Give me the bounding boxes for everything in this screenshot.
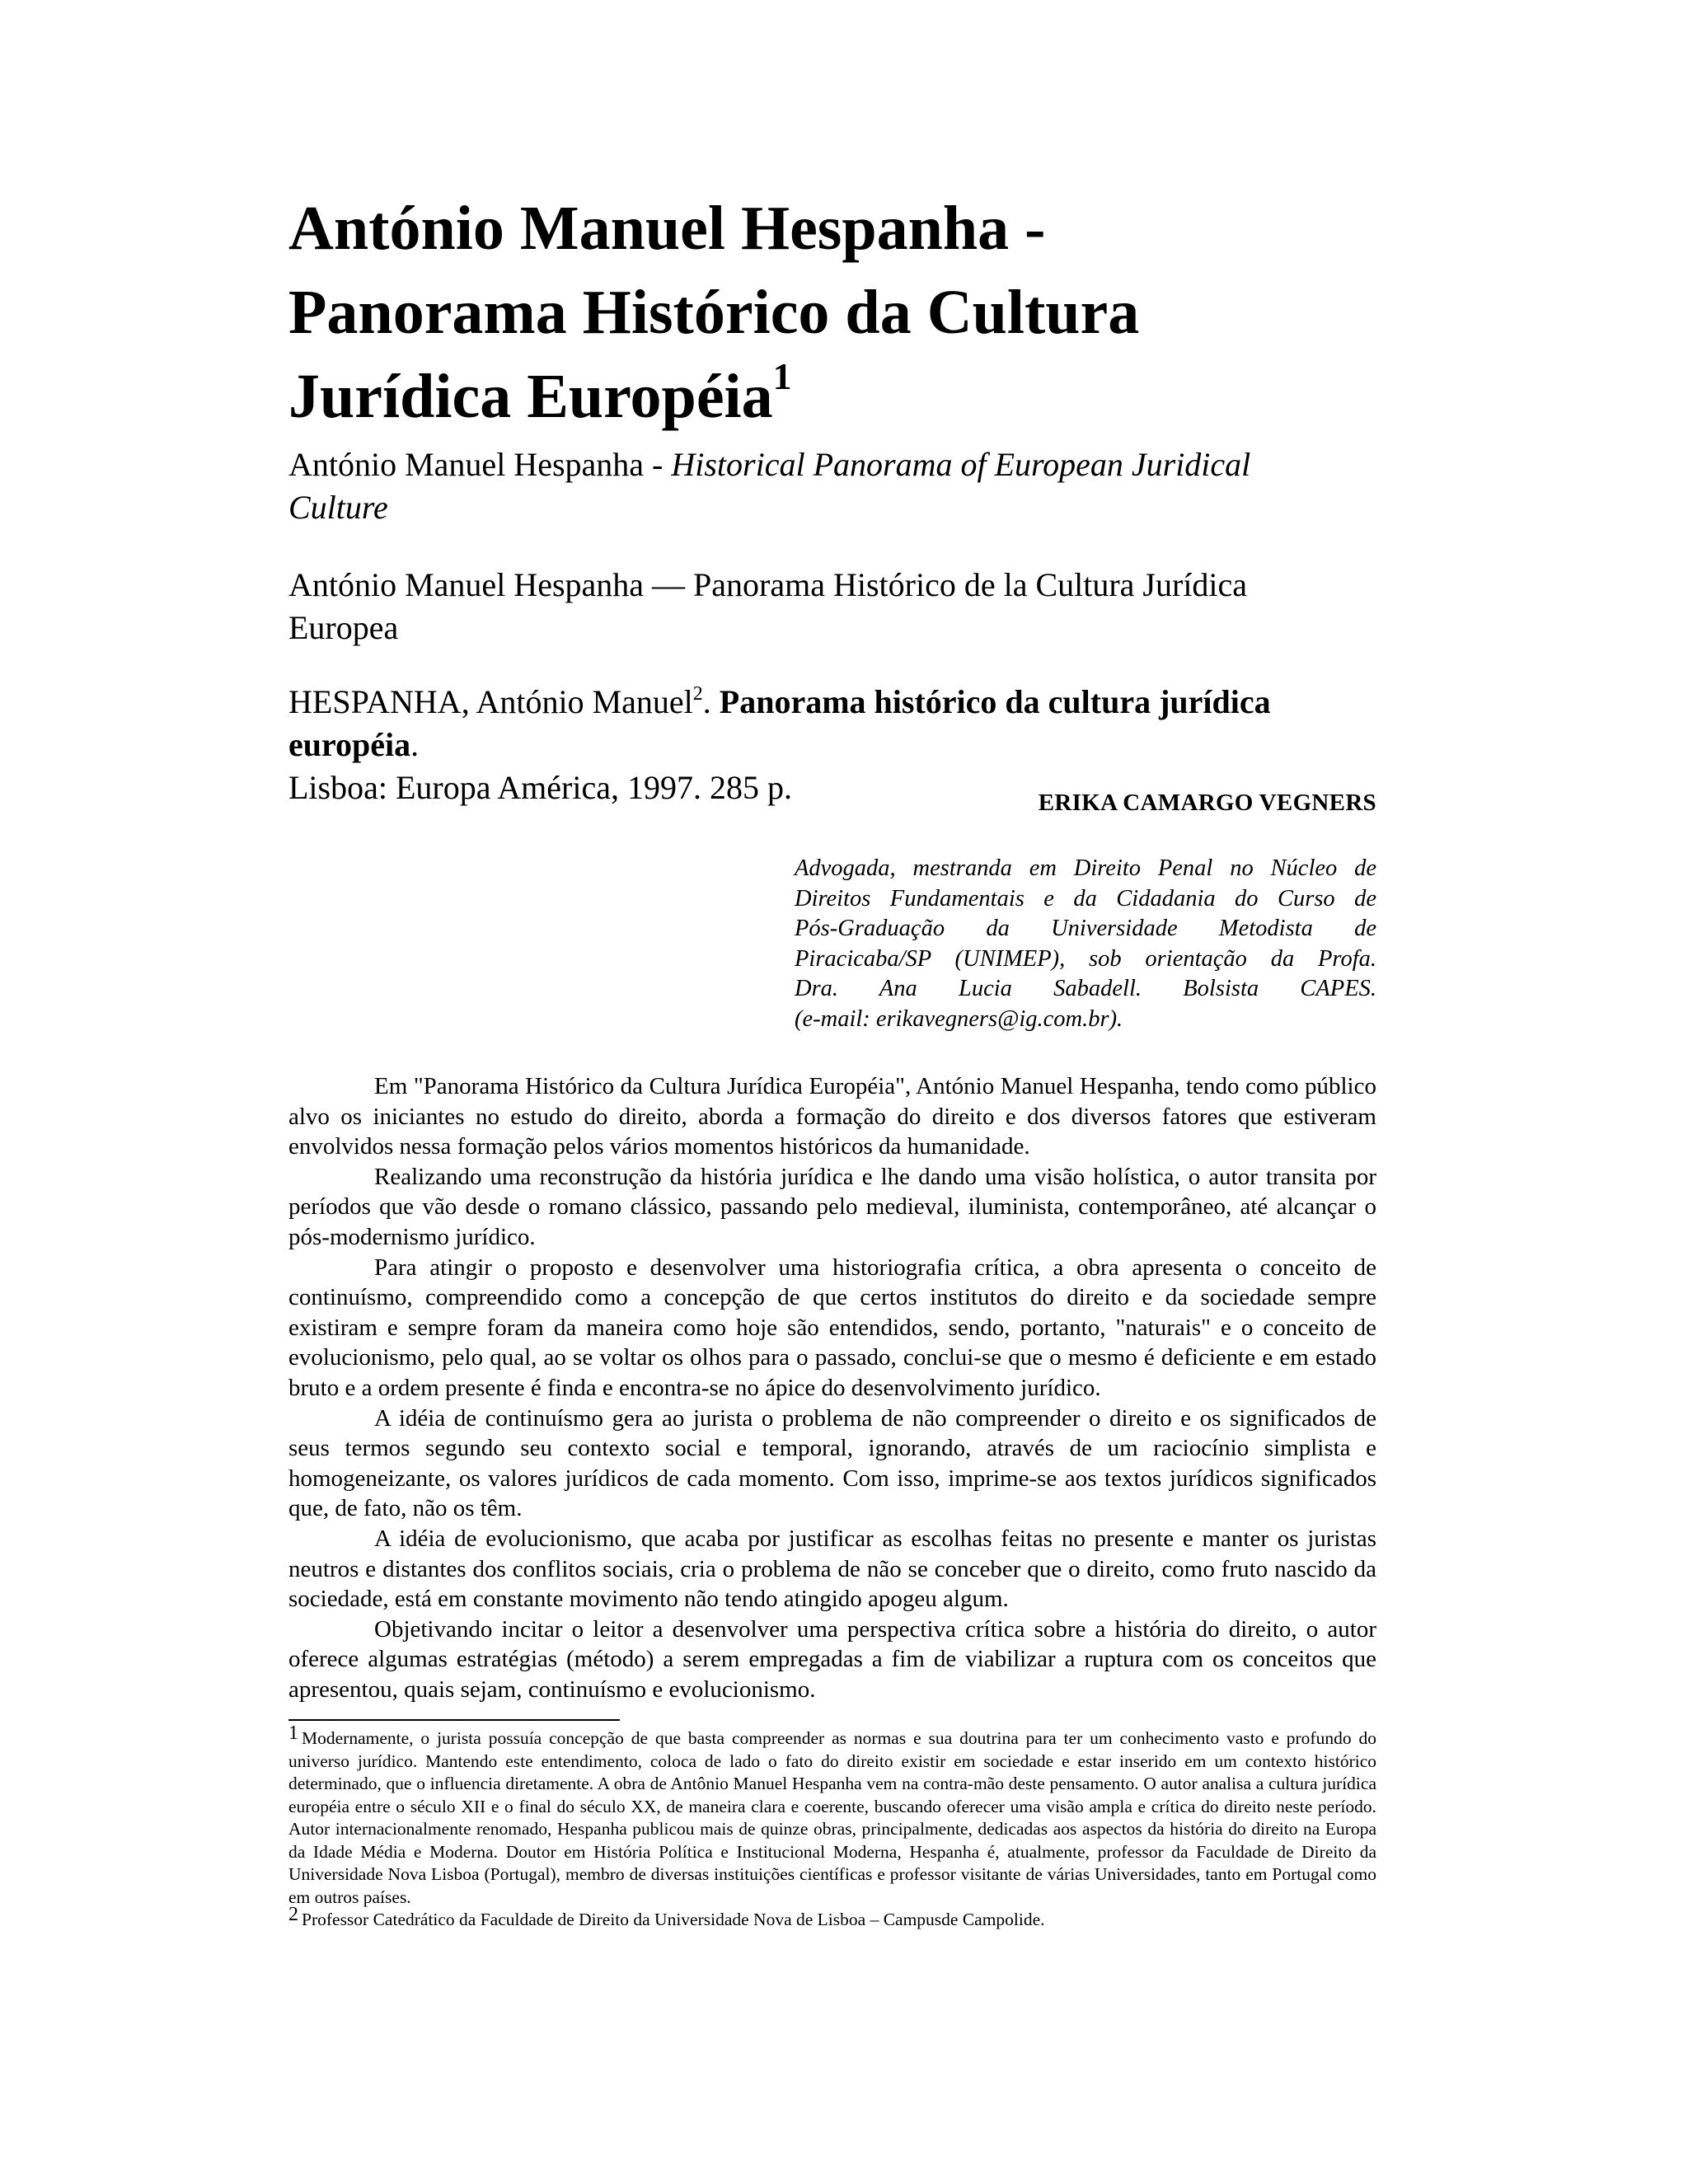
affiliation-line-5: Dra. Ana Lucia Sabadell. Bolsista CAPES.: [795, 976, 1376, 1001]
citation-book-title: Panorama histórico da cultura jurídica européia: [288, 683, 1271, 763]
english-title: [288, 443, 1376, 529]
body-paragraph-3: Para atingir o proposto e desenvolver uma historiografia crítica, a obra apresenta o conceito de continuísmo, compreendido como a concepção de que certos institutos do direito e da sociedade sempre existiram e sempre foram da maneira como hoje são entendidos, sendo, portanto, "naturais" e o conceito de evolucionismo, pelo qual, ao se voltar os olhos para o passado, conclui-se que o mesmo é deficiente e em estado bruto e a ordem presente é finda e encontra-se no ápice do desenvolvimento jurídico.: [288, 1254, 1376, 1401]
citation-line-2: Lisboa: Europa América, 1997. 285 p.: [288, 769, 792, 806]
affiliation-line-6: (e-mail: erikavegners@ig.com.br).: [795, 1005, 1123, 1032]
body-paragraph-4: A idéia de continuísmo gera ao jurista o problema de não compreender o direito e os significados de seus termos segundo seu contexto social e temporal, ignorando, através de um raciocínio simplista e homogeneizante, os valores jurídicos de cada momento. Com isso, imprime-se aos textos jurídicos significados que, de fato, não os têm.: [288, 1404, 1376, 1522]
citation-line-1: [288, 681, 1376, 766]
english-title-line-1: [288, 443, 1376, 486]
title-line-2: Panorama Histórico da Cultura: [288, 278, 1140, 347]
citation-footnote-mark[interactable]: 2: [692, 683, 703, 705]
footnote-2: [288, 1904, 1376, 1932]
english-title-italic-2: Culture: [288, 489, 388, 526]
body-paragraph-6: Objetivando incitar o leitor a desenvolver uma perspectiva crítica sobre a história do direito, o autor oferece algumas estratégias (método) a serem empregadas a fim de viabilizar a ruptura com os conceitos que apresentou, quais sejam, continuísmo e evolucionismo.: [288, 1615, 1376, 1703]
citation-title-end: .: [410, 726, 420, 763]
affiliation-line-4: Piracicaba/SP (UNIMEP), sob orientação da Profa.: [795, 945, 1376, 972]
body-paragraph-5: A idéia de evolucionismo, que acaba por justificar as escolhas feitas no presente e manter os juristas neutros e distantes dos conflitos sociais, cria o problema de não se conceber que o direito, como fruto nascido da sociedade, está em constante movimento não tendo atingido apogeu algum.: [288, 1525, 1376, 1613]
affiliation-line-1: Advogada, mestranda em Direito Penal no Núcleo de: [795, 855, 1376, 881]
footnote-2-text: Professor Catedrático da Faculdade de Direito da Universidade Nova de Lisboa – Campusde Campolide.: [302, 1910, 1045, 1929]
title-line-1: António Manuel Hespanha -: [288, 194, 1046, 263]
spanish-title-line-2: Europea: [288, 609, 399, 646]
affiliation-line-3: Pós-Graduação da Universidade Metodista de: [795, 916, 1376, 941]
title-line-3: [288, 354, 1376, 438]
body-paragraph-1: Em "Panorama Histórico da Cultura Jurídica Européia", António Manuel Hespanha, tendo como público alvo os iniciantes no estudo do direito, aborda a formação do direito e dos diversos fatores que estiveram envolvidos nessa formação pelos vários momentos históricos da humanidade.: [288, 1073, 1376, 1160]
document-page: [288, 0, 1376, 2184]
citation-separator: .: [702, 683, 720, 720]
footnote-1: [288, 1722, 1376, 1909]
review-body: [288, 1071, 1376, 1704]
page-title: [288, 186, 1376, 438]
title-footnote-mark[interactable]: 1: [772, 355, 792, 397]
spanish-title: [288, 564, 1376, 649]
citation-author: HESPANHA, António Manuel: [288, 683, 693, 720]
footnote-2-mark: 2: [288, 1904, 298, 1925]
affiliation-line-2: Direitos Fundamentais e da Cidadania do Curso de: [795, 885, 1376, 912]
footnote-1-text: Modernamente, o jurista possuía concepção de que basta compreender as normas e sua doutrina para ter um conhecimento vasto e profundo do universo jurídico. Mantendo este entendimento, coloca de lado o fato do direito existir em sociedade e estar inserido em um contexto histórico determinado, que o influencia diretamente. A obra de Antônio Manuel Hespanha vem na contra-mão deste pensamento. O autor analisa a cultura jurídica européia entre o século XII e o final do século XX, de maneira clara e coerente, buscando oferecer uma visão ampla e crítica do direito neste período. Autor internacionalmente renomado, Hespanha publicou mais de quinze obras, principalmente, dedicadas aos aspectos da história do direito na Europa da Idade Média e Moderna. Doutor em História Política e Institucional Moderna, Hespanha é, atualmente, professor da Faculdade de Direito da Universidade Nova Lisboa (Portugal), membro de diversas instituições científicas e professor visitante de várias Universidades, tanto em Portugal como em outros países.: [288, 1728, 1376, 1907]
title-line-3-text: Jurídica Européia: [288, 362, 773, 431]
footnote-1-mark: 1: [288, 1722, 298, 1744]
review-author: ERIKA CAMARGO VEGNERS: [1038, 790, 1376, 816]
footnotes: [288, 1722, 1376, 1932]
english-title-line-2: [288, 486, 1376, 529]
english-title-italic-1: Historical Panorama of European Juridical: [671, 446, 1251, 483]
spanish-title-line-1: António Manuel Hespanha — Panorama Histórico de la Cultura Jurídica: [288, 566, 1248, 603]
body-paragraph-2: Realizando uma reconstrução da história jurídica e lhe dando uma visão holística, o autor transita por períodos que vão desde o romano clássico, passando pelo medieval, iluminista, contemporâneo, até alcançar o pós-modernismo jurídico.: [288, 1163, 1376, 1250]
english-title-prefix: António Manuel Hespanha -: [288, 446, 672, 483]
author-affiliation: [795, 854, 1376, 1034]
footnote-separator: [288, 1719, 620, 1721]
